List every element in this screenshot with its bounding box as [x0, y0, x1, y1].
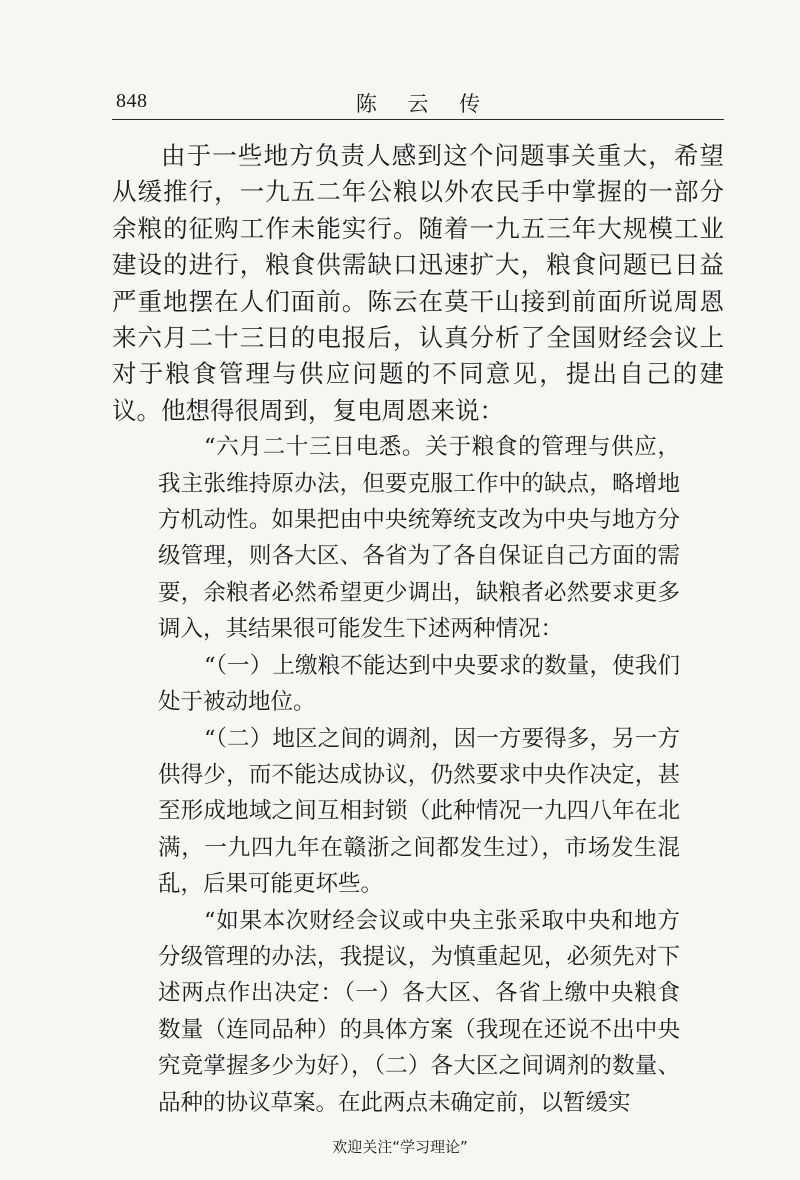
page-header	[116, 86, 720, 118]
quoted-telegram-paragraph-4: “如果本次财经会议或中央主张采取中央和地方分级管理的办法，我提议，为慎重起见，必须先对下述两点作出决定：（一）各大区、各省上缴中央粮食数量（连同品种）的具体方案（我现在还说不出中央究竟掌握多少为好），（二）各大区之间调剂的数量、品种的协议草案。在此两点未确定前，以暂缓实	[158, 907, 680, 1116]
page-number: 848	[116, 90, 148, 112]
running-title: 陈 云 传	[355, 92, 493, 116]
header-rule	[112, 119, 724, 120]
quoted-telegram-paragraph-1: “六月二十三日电悉。关于粮食的管理与供应，我主张维持原办法，但要克服工作中的缺点，略增地方机动性。如果把由中央统筹统支改为中央与地方分级管理，则各大区、各省为了各自保证自己方面的需要，余粮者必然希望更少调出，缺粮者必然要求更多调入，其结果很可能发生下述两种情况：	[158, 434, 680, 643]
footer-watermark-text: 欢迎关注“学习理论”	[332, 1138, 468, 1156]
quoted-telegram-paragraph-3: “（二）地区之间的调剂，因一方要得多，另一方供得少，而不能达成协议，仍然要求中央作决定，甚至形成地域之间互相封锁（此种情况一九四八年在北满，一九四九年在赣浙之间都发生过），市场发生混乱，后果可能更坏些。	[158, 725, 680, 898]
body-paragraph: 由于一些地方负责人感到这个问题事关重大，希望从缓推行，一九五二年公粮以外农民手中掌握的一部分余粮的征购工作未能实行。随着一九五三年大规模工业建设的进行，粮食供需缺口迅速扩大，粮食问题已日益严重地摆在人们面前。陈云在莫干山接到前面所说周恩来六月二十三日的电报后，认真分析了全国财经会议上对于粮食管理与供应问题的不同意见，提出自己的建议。他想得很周到，复电周恩来说：	[112, 141, 724, 425]
page-body	[112, 138, 724, 1121]
quoted-telegram-paragraph-2: “（一）上缴粮不能达到中央要求的数量，使我们处于被动地位。	[158, 652, 680, 716]
